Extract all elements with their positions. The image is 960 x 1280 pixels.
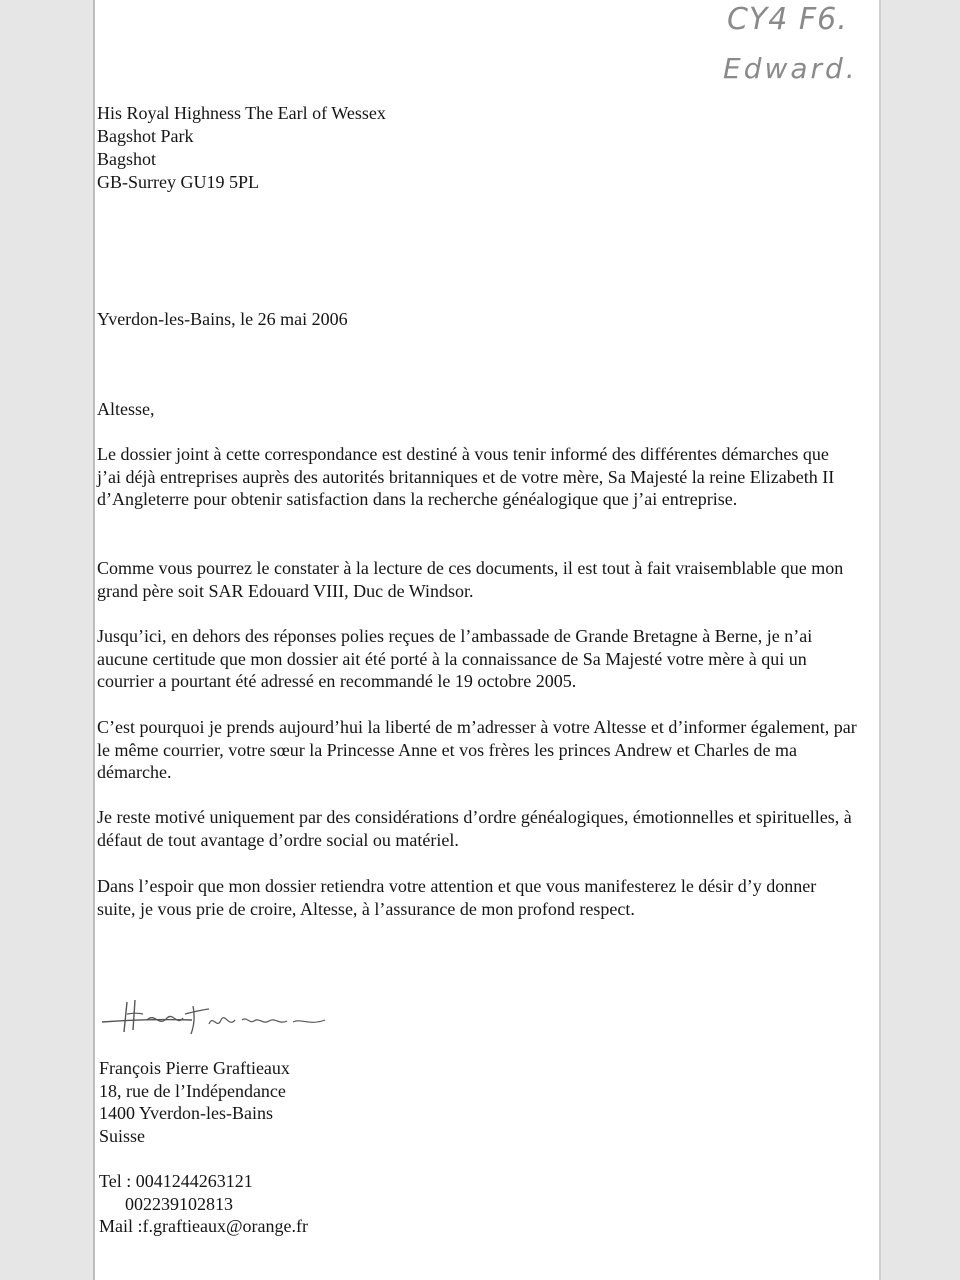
letter-page <box>93 0 881 1280</box>
body-paragraph-2: Comme vous pourrez le constater à la lecture de ces documents, il est tout à fait vraisemblable que mon grand père soit SAR Edouard VIII, Duc de Windsor. <box>97 558 844 601</box>
recipient-line-3: Bagshot <box>97 149 157 169</box>
sender-name: François Pierre Graftieaux <box>99 1058 290 1078</box>
sender-country: Suisse <box>99 1125 146 1146</box>
recipient-line-2: Bagshot Park <box>97 126 194 146</box>
body-paragraph-3: Jusqu’ici, en dehors des réponses polies reçues de l’ambassade de Grande Bretagne à Berne, je n’ai aucune certitude que mon dossier ait été porté à la connaissance de Sa Majesté votre mère à qui un courrier a pourtant été adressé en recommandé le 19 octobre 2005. <box>97 626 813 691</box>
telephone-2: 002239102813 <box>125 1193 233 1214</box>
body-paragraph-5: Je reste motivé uniquement par des considérations d’ordre généalogiques, émotionnelles et spirituelles, à défaut de tout avantage d’ordre social ou matériel. <box>97 807 852 850</box>
salutation <box>97 398 859 421</box>
sender-city: 1400 Yverdon-les-Bains <box>99 1103 273 1123</box>
sender-street: 18, rue de l’Indépendance <box>99 1080 286 1101</box>
body-paragraph-6: Dans l’espoir que mon dossier retiendra votre attention et que vous manifesterez le désir d’y donner suite, je vous prie de croire, Altesse, à l’assurance de mon profond respect. <box>97 876 817 919</box>
salutation-text: Altesse, <box>97 399 155 419</box>
handwritten-name: Edward. <box>723 52 858 85</box>
body-paragraph-1: Le dossier joint à cette correspondance est destiné à vous tenir informé des différentes démarches que j’ai déjà entreprises auprès des autorités britanniques et de votre mère, Sa Majesté la reine Elizabeth II d’Angleterre pour obtenir satisfaction dans la recherche généalogique que j’ai entreprise. <box>97 444 835 509</box>
place-date-text: Yverdon-les-Bains, le 26 mai 2006 <box>97 309 348 329</box>
telephone-1: Tel : 0041244263121 <box>99 1171 253 1191</box>
body-paragraph-4: C’est pourquoi je prends aujourd’hui la liberté de m’adresser à votre Altesse et d’informer également, par le même courrier, votre sœur la Princesse Anne et vos frères les princes Andrew et Charles de ma démarche. <box>97 717 857 782</box>
recipient-line-4: GB-Surrey GU19 5PL <box>97 172 259 192</box>
place-and-date <box>97 308 859 331</box>
email-line: Mail :f.graftieaux@orange.fr <box>99 1216 308 1236</box>
recipient-address <box>97 102 859 194</box>
handwritten-signature <box>97 990 337 1040</box>
recipient-line-1: His Royal Highness The Earl of Wessex <box>97 103 386 123</box>
handwritten-reference: CY4 F6. <box>727 2 848 37</box>
sender-address <box>99 1057 290 1147</box>
sender-contact <box>99 1170 308 1238</box>
